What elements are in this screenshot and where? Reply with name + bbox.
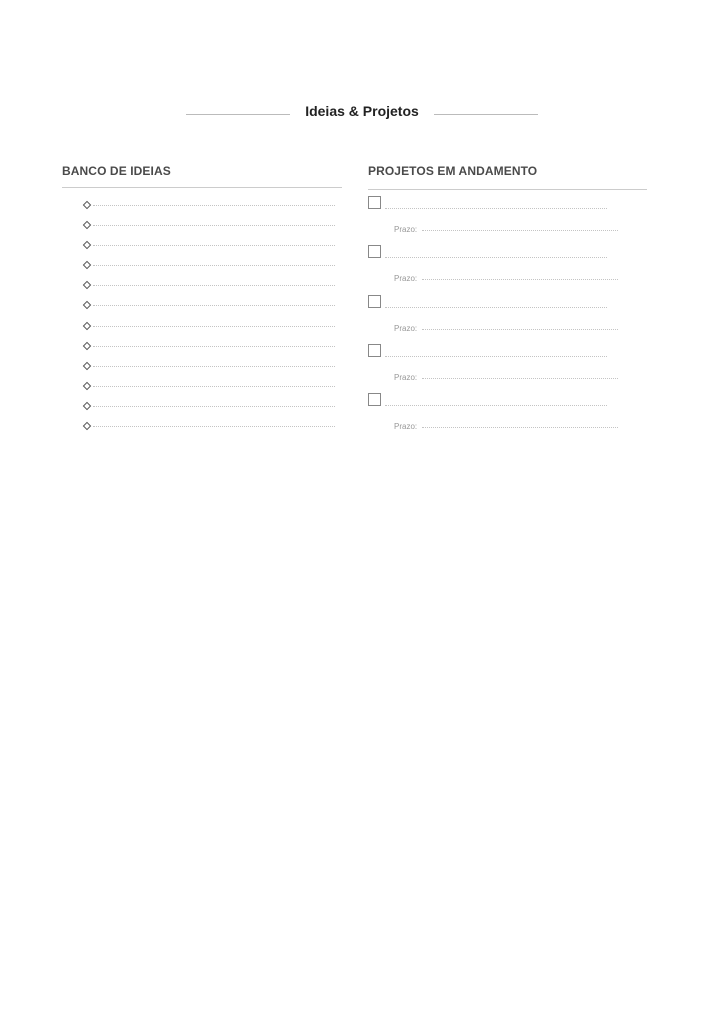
idea-item [80, 277, 338, 297]
deadline-label: Prazo: [394, 274, 418, 284]
idea-write-line[interactable] [93, 265, 335, 266]
diamond-icon [83, 201, 91, 209]
deadline-write-line[interactable] [422, 329, 618, 330]
idea-item [80, 197, 338, 217]
project-write-line[interactable] [385, 405, 607, 406]
page-title: Ideias & Projetos [305, 103, 419, 119]
idea-write-line[interactable] [93, 386, 335, 387]
deadline-label: Prazo: [394, 422, 418, 432]
header-rule-right [434, 114, 538, 115]
ideas-section-rule [62, 187, 342, 188]
idea-write-line[interactable] [93, 205, 335, 206]
idea-item [80, 418, 338, 438]
checkbox-icon[interactable] [368, 344, 381, 357]
ideas-list [80, 197, 338, 438]
project-item [368, 245, 628, 294]
deadline-label: Prazo: [394, 323, 418, 333]
idea-item [80, 318, 338, 338]
idea-item [80, 338, 338, 358]
diamond-icon [83, 301, 91, 309]
idea-item [80, 237, 338, 257]
deadline-write-line[interactable] [422, 378, 618, 379]
diamond-icon [83, 281, 91, 289]
diamond-icon [83, 341, 91, 349]
idea-write-line[interactable] [93, 285, 335, 286]
project-write-line[interactable] [385, 257, 607, 258]
idea-item [80, 358, 338, 378]
idea-write-line[interactable] [93, 245, 335, 246]
deadline-write-line[interactable] [422, 427, 618, 428]
project-item [368, 393, 628, 442]
idea-write-line[interactable] [93, 426, 335, 427]
idea-write-line[interactable] [93, 406, 335, 407]
deadline-write-line[interactable] [422, 279, 618, 280]
diamond-icon [83, 382, 91, 390]
idea-item [80, 257, 338, 277]
idea-write-line[interactable] [93, 346, 335, 347]
idea-write-line[interactable] [93, 366, 335, 367]
project-write-line[interactable] [385, 307, 607, 308]
idea-item [80, 217, 338, 237]
diamond-icon [83, 221, 91, 229]
projects-section-title: PROJETOS EM ANDAMENTO [368, 164, 538, 178]
diamond-icon [83, 362, 91, 370]
projects-list [368, 196, 628, 442]
idea-write-line[interactable] [93, 225, 335, 226]
idea-write-line[interactable] [93, 326, 335, 327]
idea-item [80, 378, 338, 398]
project-item [368, 344, 628, 393]
diamond-icon [83, 422, 91, 430]
projects-section-rule [368, 189, 647, 190]
idea-write-line[interactable] [93, 305, 335, 306]
checkbox-icon[interactable] [368, 295, 381, 308]
idea-item [80, 398, 338, 418]
diamond-icon [83, 261, 91, 269]
diamond-icon [83, 321, 91, 329]
page-header [0, 101, 724, 125]
idea-item [80, 297, 338, 317]
project-item [368, 196, 628, 245]
diamond-icon [83, 241, 91, 249]
project-write-line[interactable] [385, 208, 607, 209]
checkbox-icon[interactable] [368, 245, 381, 258]
project-item [368, 295, 628, 344]
checkbox-icon[interactable] [368, 393, 381, 406]
project-write-line[interactable] [385, 356, 607, 357]
deadline-label: Prazo: [394, 372, 418, 382]
ideas-section-title: BANCO DE IDEIAS [62, 164, 171, 178]
deadline-label: Prazo: [394, 225, 418, 234]
diamond-icon [83, 402, 91, 410]
deadline-write-line[interactable] [422, 230, 618, 231]
checkbox-icon[interactable] [368, 196, 381, 209]
